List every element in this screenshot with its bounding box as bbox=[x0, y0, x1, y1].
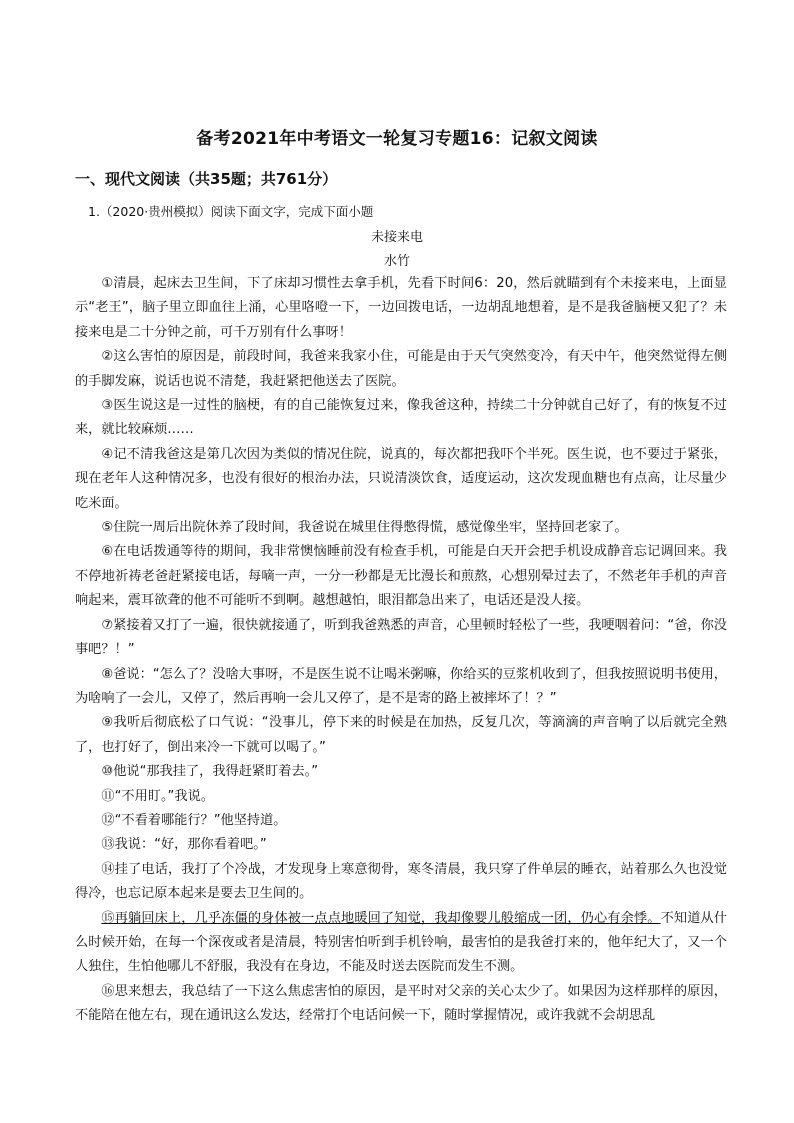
paragraph-4: ④记不清我爸这是第几次因为类似的情况住院，说真的，每次都把我吓个半死。医生说，也不要过于紧张，现在老年人这种情况多，也没有很好的根治办法，只说清淡饮食，适度运动，这次发现血糖也有点高，让尽量少吃米面。 bbox=[75, 446, 727, 511]
paragraph-16: ⑯思来想去，我总结了一下这么焦虑害怕的原因，是平时对父亲的关心太少了。如果因为这样那样的原因，不能陪在他左右，现在通讯这么发达，经常打个电话问候一下，随时掌握情况，或许我就不会胡思乱 bbox=[75, 983, 727, 1024]
section-heading: 一、现代文阅读（共35题；共761分） bbox=[75, 170, 338, 188]
paragraph-7: ⑦紧接着又打了一遍，很快就接通了，听到我爸熟悉的声音，心里顿时轻松了一些，我哽咽着问：“爸，你没事吧？！” bbox=[75, 617, 727, 658]
paragraph-3: ③医生说这是一过性的脑梗，有的自己能恢复过来，像我爸这种，持续二十分钟就自己好了，有的恢复不过来，就比较麻烦…… bbox=[75, 398, 727, 438]
paragraph-11: ⑪“不用盯。”我说。 bbox=[101, 788, 214, 804]
paragraph-2: ②这么害怕的原因是，前段时间，我爸来我家小住，可能是由于天气突然变冷，有天中午，他突然觉得左侧的手脚发麻，说话也说不清楚，我赶紧把他送去了医院。 bbox=[75, 349, 727, 389]
underlined-sentence: ⑮再躺回床上，几乎冻僵的身体被一点点地暖回了知觉，我却像婴儿般缩成一团，仍心有余悸。 bbox=[101, 910, 661, 926]
paragraph-12: ⑫“不看着哪能行？”他坚持道。 bbox=[101, 812, 287, 828]
question-intro: 1.（2020·贵州模拟）阅读下面文字，完成下面小题 bbox=[88, 204, 374, 219]
document-title: 备考2021年中考语文一轮复习专题16：记叙文阅读 bbox=[196, 129, 598, 149]
article-author: 水竹 bbox=[383, 254, 410, 269]
paragraph-10: ⑩他说“那我挂了，我得赶紧盯着去。” bbox=[101, 764, 319, 780]
paragraph-1: ①清晨，起床去卫生间，下了床却习惯性去拿手机，先看下时间6：20，然后就瞄到有个未接来电，上面显示“老王”，脑子里立即血往上涌，心里咯噔一下，一边回拨电话，一边胡乱地想着，是不是我爸脑梗又犯了？未接来电是二十分钟之前，可千万别有什么事呀！ bbox=[75, 276, 727, 340]
paragraph-15-rest: 不知道从什么时候开始，在每一个深夜或者是清晨，特别害怕听到手机铃响，最害怕的是我爸打来的，他年纪大了，又一个人独住，生怕他哪儿不舒服，我没有在身边，不能及时送去医院而发生不测。 bbox=[75, 910, 728, 975]
paragraph-6: ⑥在电话拨通等待的期间，我非常懊恼睡前没有检查手机，可能是白天开会把手机设成静音忘记调回来。我不停地祈祷老爸赶紧接电话，每嘀一声，一分一秒都是无比漫长和煎熬，心想别晕过去了，不然老年手机的声音响起来，震耳欲聋的他不可能听不到啊。越想越怕，眼泪都急出来了，电话还是没人接。 bbox=[75, 544, 727, 609]
paragraph-9: ⑨我听后彻底松了口气说：“没事儿，停下来的时候是在加热，反复几次，等滴滴的声音响了以后就完全熟了，也打好了，倒出来冷一下就可以喝了。” bbox=[75, 715, 727, 755]
paragraph-13: ⑬我说：“好，那你看着吧。” bbox=[101, 837, 267, 853]
paragraph-14: ⑭挂了电话，我打了个冷战，才发现身上寒意彻骨，寒冬清晨，我只穿了件单层的睡衣，站着那么久也没觉得冷，也忘记原本起来是要去卫生间的。 bbox=[75, 861, 727, 902]
paragraph-8: ⑧爸说：“怎么了？没啥大事呀，不是医生说不让喝米粥嘛，你给买的豆浆机收到了，但我按照说明书使用，为啥响了一会儿，又停了，然后再响一会儿又停了，是不是寄的路上被摔坏了！？” bbox=[75, 666, 727, 706]
paragraph-5: ⑤住院一周后出院休养了段时间，我爸说在城里住得憋得慌，感觉像坐牢，坚持回老家了。 bbox=[101, 520, 628, 536]
article-title: 未接来电 bbox=[370, 230, 423, 245]
article-body bbox=[75, 272, 727, 1029]
paragraph-15 bbox=[75, 907, 727, 980]
